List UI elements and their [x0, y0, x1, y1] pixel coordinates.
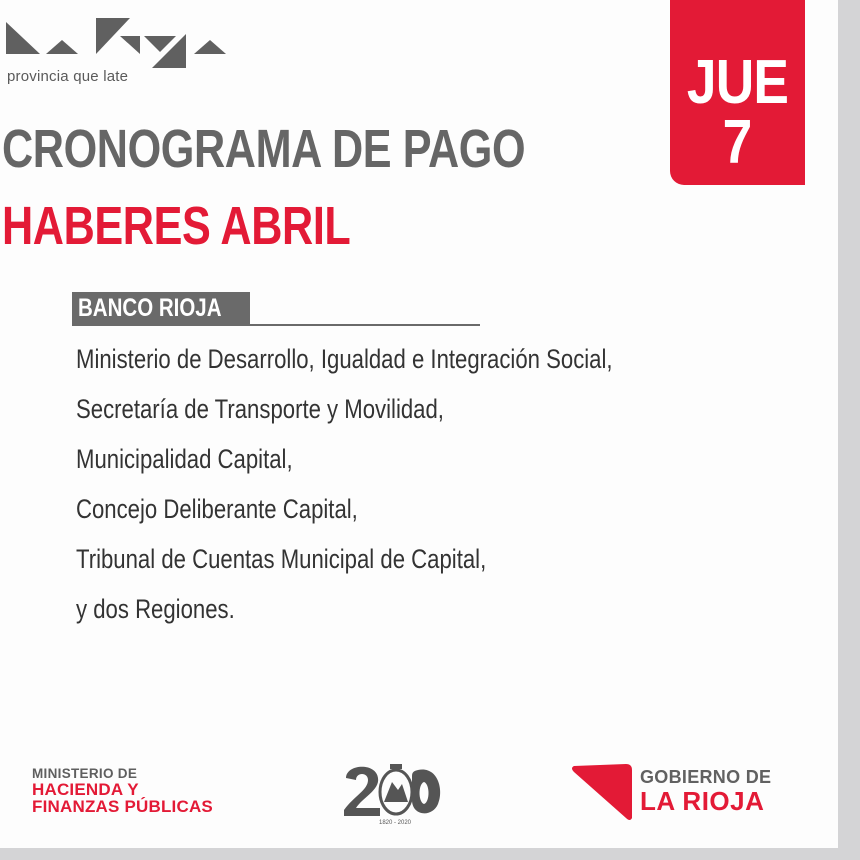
government-logo	[570, 760, 790, 830]
logo-tagline: provincia que late	[7, 68, 129, 85]
bicentennial-200-icon	[340, 756, 450, 826]
list-item: Concejo Deliberante Capital,	[76, 494, 358, 524]
ministry-line2: HACIENDA Y	[32, 780, 139, 799]
bank-label-text: BANCO RIOJA	[78, 294, 222, 322]
ministry-logo	[32, 766, 213, 815]
list-item: Tribunal de Cuentas Municipal de Capital,	[76, 544, 487, 574]
la-rioja-logo	[0, 10, 240, 85]
page-subtitle: HABERES ABRIL	[2, 196, 351, 256]
svg-text:1820 - 2020: 1820 - 2020	[378, 820, 412, 826]
list-item: Ministerio de Desarrollo, Igualdad e Integración Social,	[76, 344, 613, 374]
date-badge	[670, 0, 805, 185]
government-line2: LA RIOJA	[640, 786, 765, 816]
list-item: Secretaría de Transporte y Movilidad,	[76, 394, 444, 424]
ministry-line3: FINANZAS PÚBLICAS	[32, 797, 213, 816]
entities-list	[76, 340, 730, 640]
ministry-line1: MINISTERIO DE	[32, 766, 138, 781]
list-item: Municipalidad Capital,	[76, 444, 293, 474]
government-line1: GOBIERNO DE	[640, 767, 772, 787]
list-item: y dos Regiones.	[76, 594, 235, 624]
date-number: 7	[722, 108, 753, 177]
bank-label	[72, 292, 250, 324]
date-day: JUE	[686, 48, 789, 117]
rioja-red-triangle-icon	[570, 760, 632, 822]
bank-heading	[72, 292, 480, 326]
bicentennial-logo	[340, 756, 450, 826]
page-title: CRONOGRAMA DE PAGO	[2, 119, 526, 179]
